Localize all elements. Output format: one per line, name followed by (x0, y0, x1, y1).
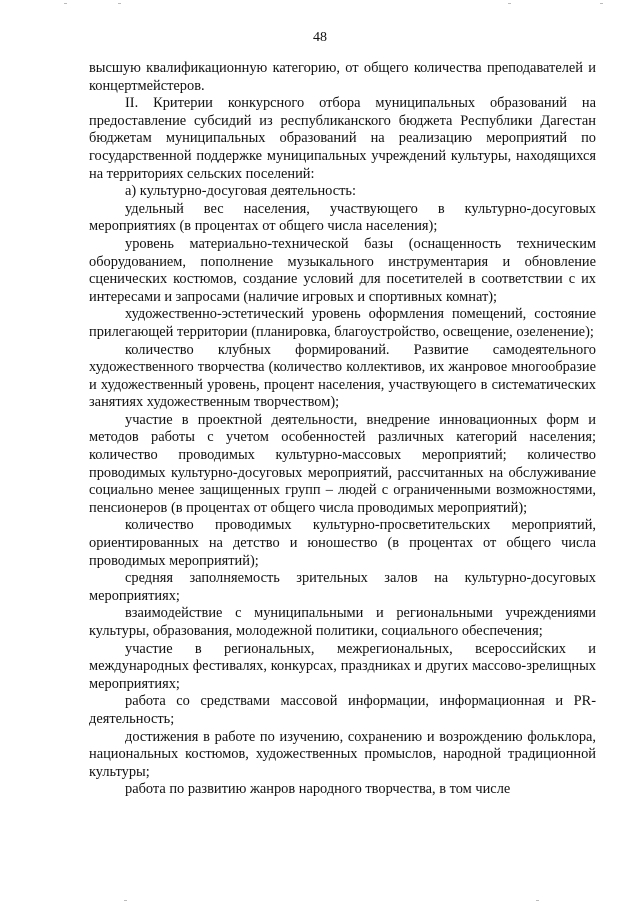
scan-mark (536, 900, 539, 901)
paragraph-criterion: достижения в работе по изучению, сохранению и возрождению фольклора, национальных костюмов, художественных промыслов, народной традиционной культуры; (89, 728, 596, 780)
paragraph-criterion: количество клубных формирований. Развитие самодеятельного художественного творчества (количество коллективов, их жанровое многообразие и художественный уровень, процент населения, участвующего в систематических занятиях художественным творчеством); (89, 341, 596, 411)
paragraph-criterion: участие в проектной деятельности, внедрение инновационных форм и методов работы с учетом особенностей различных категорий населения; количество проводимых культурно-массовых мероприятий; количество проводимых культурно-досуговых мероприятий, рассчитанных на обслуживание социально менее защищенных групп – людей с ограниченными возможностями, пенсионеров (в процентах от общего числа проводимых мероприятий); (89, 411, 596, 516)
paragraph-criterion: взаимодействие с муниципальными и региональными учреждениями культуры, образования, молодежной политики, социального обеспечения; (89, 605, 596, 639)
paragraph-criterion: работа со средствами массовой информации, информационная и PR-деятельность; (89, 693, 596, 727)
paragraph-criterion: средняя заполняемость зрительных залов на культурно-досуговых мероприятиях; (89, 570, 596, 604)
paragraph-criterion: количество проводимых культурно-просветительских мероприятий, ориентированных на детство и юношество (в процентах от общего числа проводимых мероприятий); (89, 517, 596, 569)
paragraph-continuation: высшую квалификационную категорию, от общего количества преподавателей и концертмейстеров. (89, 60, 596, 94)
paragraph-subsection-a: а) культурно-досуговая деятельность: (125, 183, 356, 200)
page-number: 48 (313, 30, 327, 45)
scan-mark (118, 3, 121, 4)
scan-mark (600, 3, 603, 4)
body-text (89, 60, 596, 799)
paragraph-criterion: работа по развитию жанров народного творчества, в том числе (125, 781, 511, 798)
paragraph-criterion: уровень материально-технической базы (оснащенность техническим оборудованием, пополнение музыкального инструментария и обновление сценических костюмов, создание условий для посетителей в соответствии с их интересами и запросами (наличие игровых и спортивных комнат); (89, 235, 596, 305)
scan-mark (64, 3, 67, 4)
scan-mark (508, 3, 511, 4)
paragraph-criterion: удельный вес населения, участвующего в культурно-досуговых мероприятиях (в процентах от общего числа населения); (89, 200, 596, 235)
paragraph-section-heading: II. Критерии конкурсного отбора муниципальных образований на предоставление субсидий из республиканского бюджета Республики Дагестан бюджетам муниципальных образований на реализацию мероприятий по государственной поддержке муниципальных учреждений культуры, находящихся на территориях сельских поселений: (89, 95, 596, 182)
paragraph-criterion: художественно-эстетический уровень оформления помещений, состояние прилегающей территории (планировка, благоустройство, освещение, озеленение); (89, 306, 596, 340)
scan-mark (124, 900, 127, 901)
paragraph-criterion: участие в региональных, межрегиональных, всероссийских и международных фестивалях, конкурсах, праздниках и других массово-зрелищных мероприятиях; (89, 640, 596, 692)
